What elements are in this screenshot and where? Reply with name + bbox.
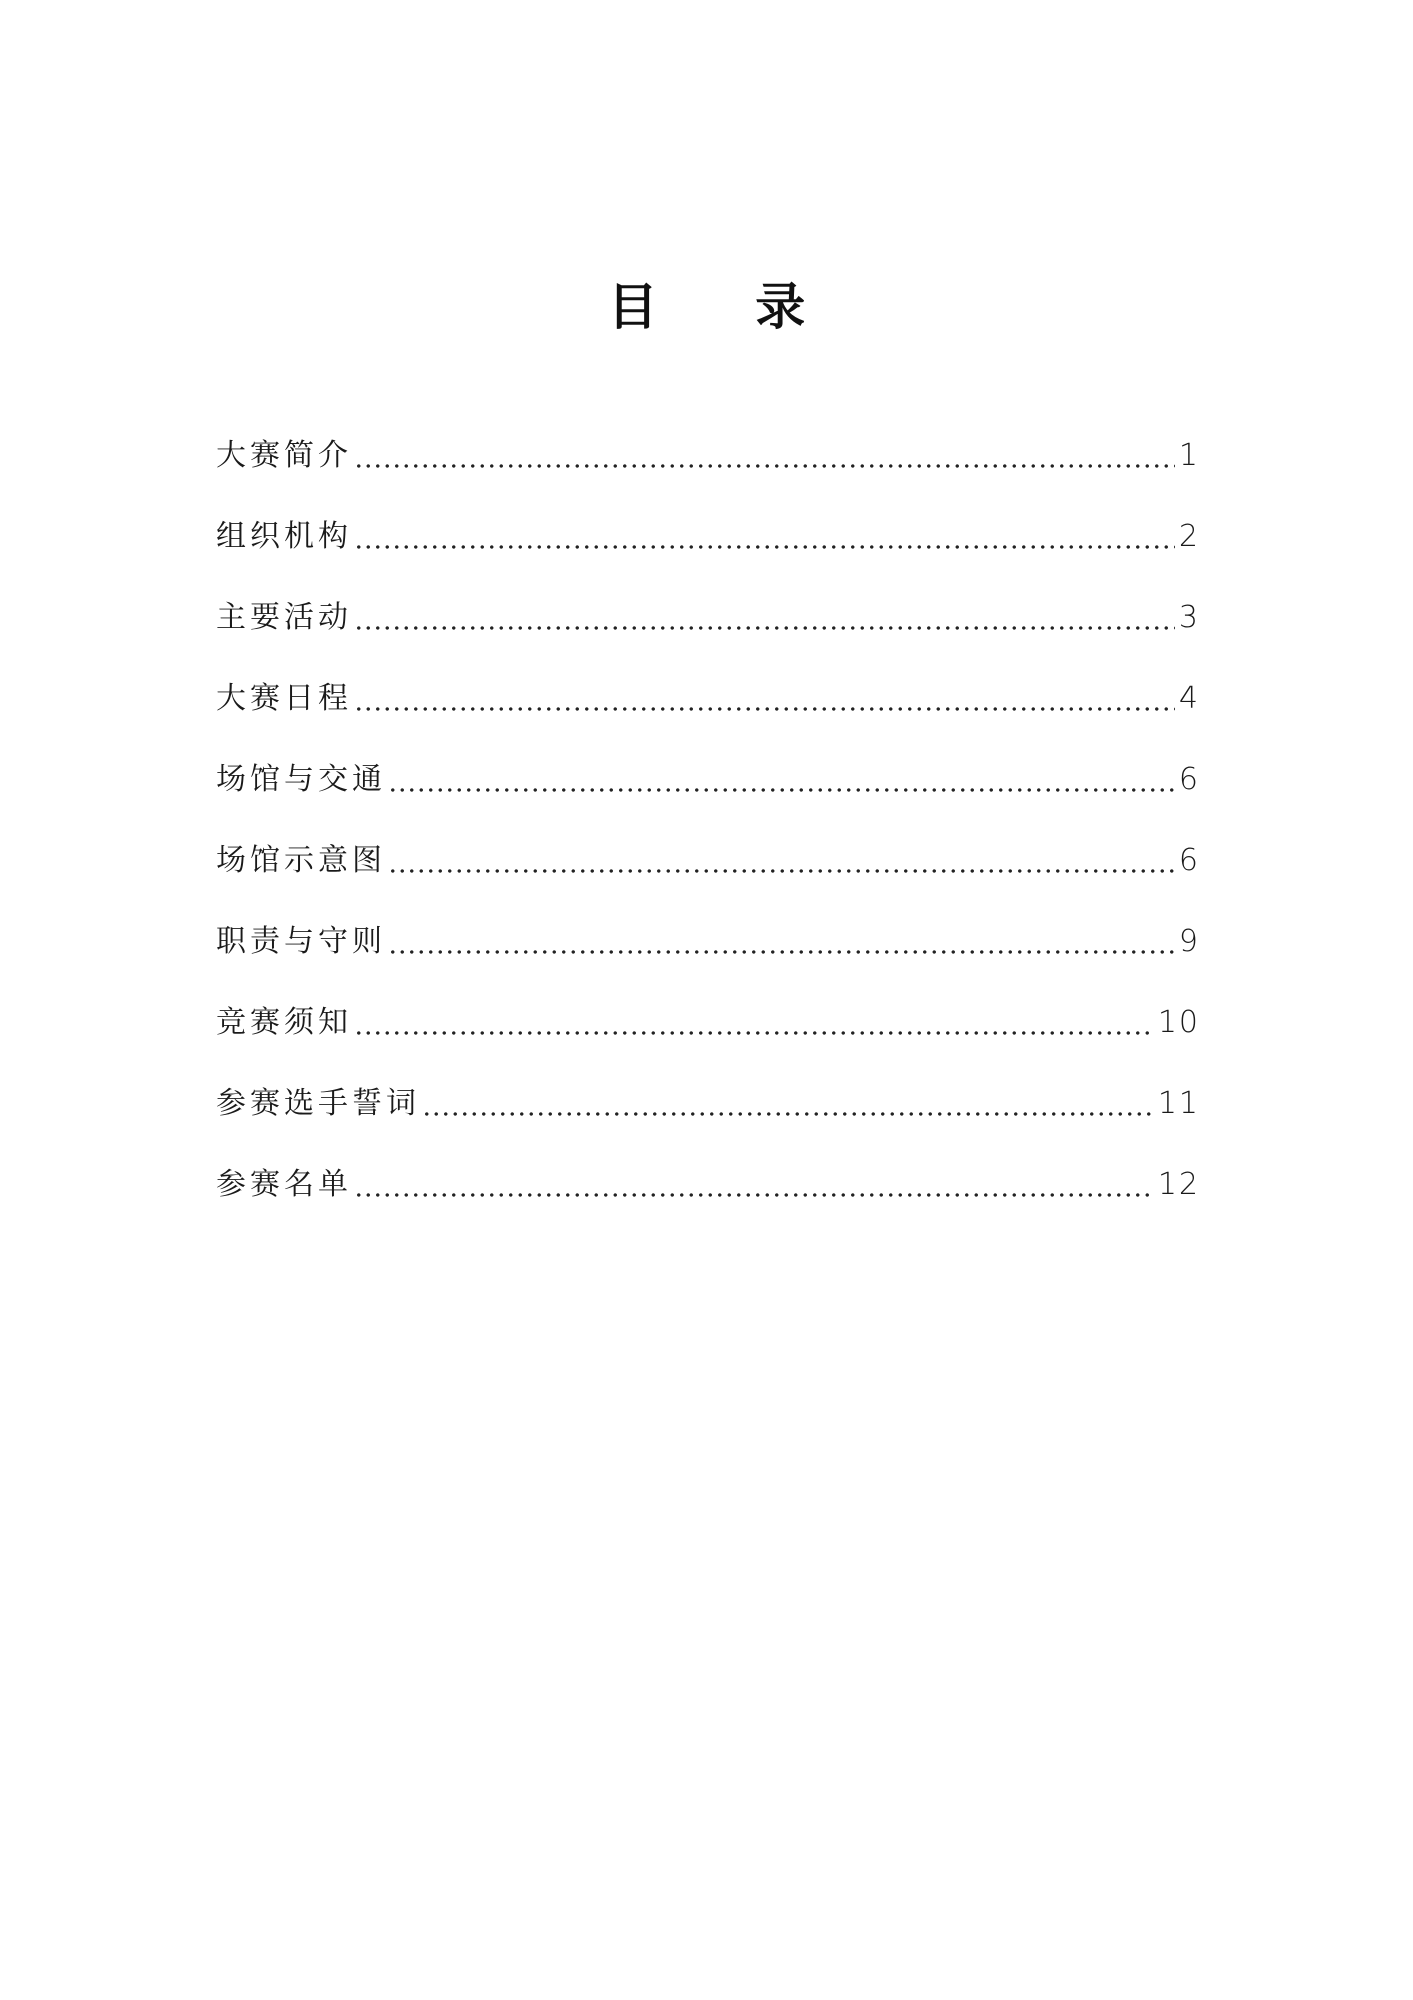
table-of-contents [216,400,1200,1210]
toc-title: 目 录 [607,278,846,336]
dot-leader [354,1193,1154,1197]
toc-entry[interactable] [216,481,1200,562]
dot-leader [422,1112,1154,1116]
dot-leader [354,464,1175,468]
toc-entry-label: 场馆与交通 [216,762,386,797]
dot-leader [354,1031,1154,1035]
toc-entry-label: 主要活动 [216,600,352,635]
toc-entry[interactable] [216,400,1200,481]
dot-leader [354,626,1175,630]
toc-entry-page: 6 [1178,843,1200,878]
dot-leader [354,545,1175,549]
toc-entry-page: 11 [1157,1086,1200,1121]
toc-entry[interactable] [216,643,1200,724]
toc-entry[interactable] [216,805,1200,886]
toc-entry[interactable] [216,967,1200,1048]
toc-entry[interactable] [216,1048,1200,1129]
dot-leader [388,950,1175,954]
toc-entry-label: 竞赛须知 [216,1005,352,1040]
toc-entry-label: 参赛名单 [216,1167,352,1202]
toc-entry-page: 3 [1178,600,1200,635]
toc-entry-page: 2 [1178,519,1200,554]
toc-entry-label: 参赛选手誓词 [216,1086,420,1121]
dot-leader [354,707,1175,711]
toc-entry-page: 9 [1178,924,1200,959]
toc-entry-label: 组织机构 [216,519,352,554]
toc-entry-page: 4 [1178,681,1200,716]
toc-entry-page: 6 [1178,762,1200,797]
toc-entry-page: 10 [1157,1005,1200,1040]
toc-entry-page: 1 [1178,438,1200,473]
toc-entry[interactable] [216,562,1200,643]
dot-leader [388,788,1175,792]
toc-entry-page: 12 [1157,1167,1200,1202]
toc-entry[interactable] [216,724,1200,805]
toc-entry-label: 大赛简介 [216,438,352,473]
toc-entry[interactable] [216,1129,1200,1210]
toc-entry-label: 职责与守则 [216,924,386,959]
toc-entry-label: 场馆示意图 [216,843,386,878]
dot-leader [388,869,1175,873]
toc-entry[interactable] [216,886,1200,967]
toc-entry-label: 大赛日程 [216,681,352,716]
